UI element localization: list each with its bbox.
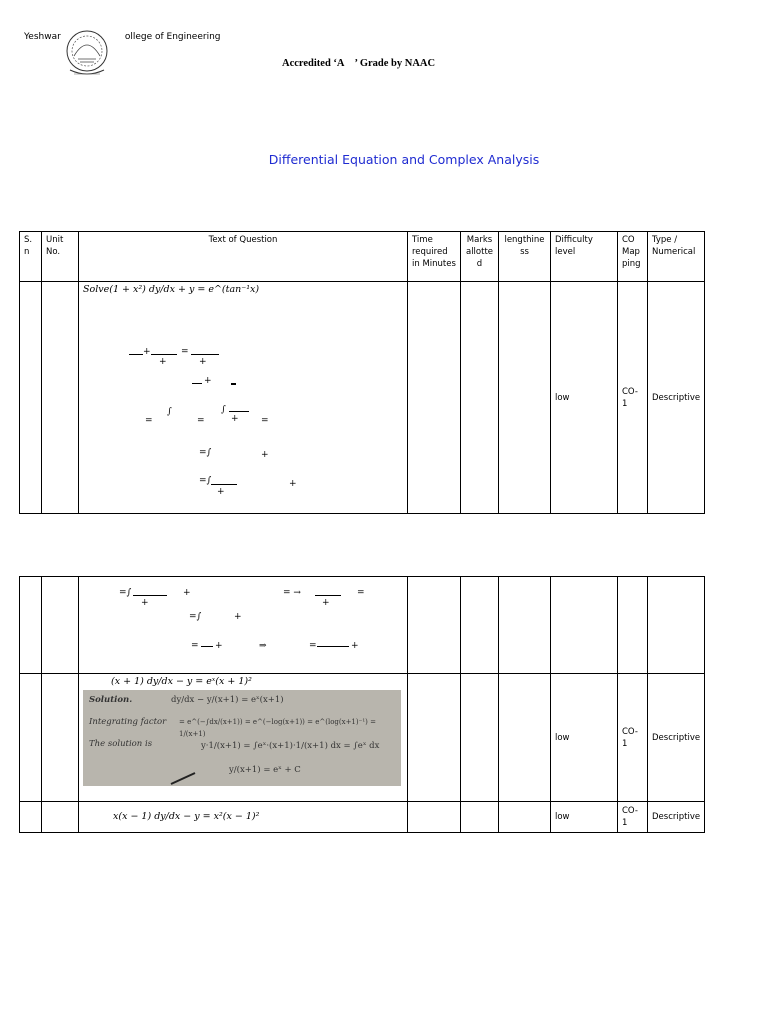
question-table	[19, 231, 705, 514]
cell-question: Solve(1 + x²) dy/dx + y = e^(tan⁻¹x) + + = + + = ∫ = ∫ + = =∫ + =∫ + +	[79, 282, 408, 514]
accreditation-line	[282, 58, 435, 69]
college-name-part2: ollege of Engineering	[124, 32, 221, 42]
cell-length	[499, 282, 551, 514]
table-row	[20, 674, 705, 802]
cell-marks	[461, 577, 499, 674]
college-name-part1: Yeshwar	[24, 32, 61, 42]
header-unit: Unit No.	[42, 232, 79, 282]
cell-difficulty	[551, 577, 618, 674]
photo-solution-label: Solution.	[89, 695, 133, 705]
cell-type	[648, 577, 705, 674]
cell-length	[499, 577, 551, 674]
cell-question: =∫ + + = → + = =∫ + = + ⇒ = +	[79, 577, 408, 674]
cell-length	[499, 674, 551, 802]
header-question: Text of Question	[79, 232, 408, 282]
cell-marks	[461, 802, 499, 833]
table-row	[20, 577, 705, 674]
cell-question	[79, 674, 408, 802]
cell-type: Descriptive	[648, 802, 705, 833]
photo-if-label: Integrating factor	[89, 717, 167, 727]
header-length: lengthine ss	[499, 232, 551, 282]
photo-solution-expression: y·1/(x+1) = ∫eˣ·(x+1)·1/(x+1) dx = ∫eˣ dx	[201, 741, 380, 751]
header-marks: Marks allotte d	[461, 232, 499, 282]
solution-photo	[83, 690, 401, 786]
table-row	[20, 282, 705, 514]
cell-question	[79, 802, 408, 833]
cell-unit	[42, 802, 79, 833]
cell-difficulty: low	[551, 674, 618, 802]
cell-length	[499, 802, 551, 833]
table-header-row	[20, 232, 705, 282]
cell-time	[408, 282, 461, 514]
cell-co: CO-1	[618, 674, 648, 802]
cell-marks	[461, 282, 499, 514]
photo-equation: dy/dx − y/(x+1) = eˣ(x+1)	[171, 695, 284, 705]
header-difficulty: Difficulty level	[551, 232, 618, 282]
accreditation-part1: Accredited ‘A	[282, 58, 345, 69]
question-text: Solve(1 + x²) dy/dx + y = e^(tan⁻¹x)	[83, 284, 260, 295]
photo-if-expression: = e^(−∫dx/(x+1)) = e^(−log(x+1)) = e^(log(x+1)⁻¹) = 1/(x+1)	[179, 718, 376, 738]
header-type: Type / Numerical	[648, 232, 705, 282]
photo-final-answer: y/(x+1) = eˣ + C	[229, 765, 301, 775]
cell-time	[408, 674, 461, 802]
accreditation-part2: ’ Grade by NAAC	[354, 58, 436, 69]
header-time: Time required in Minutes	[408, 232, 461, 282]
question-table-continued	[19, 576, 705, 833]
document-title: Differential Equation and Complex Analysis	[268, 152, 540, 167]
cell-difficulty: low	[551, 282, 618, 514]
question-text: (x + 1) dy/dx − y = eˣ(x + 1)²	[111, 676, 252, 687]
cell-time	[408, 802, 461, 833]
cell-type: Descriptive	[648, 674, 705, 802]
college-name	[24, 32, 221, 42]
header-co: CO Map ping	[618, 232, 648, 282]
cell-co	[618, 577, 648, 674]
cell-type: Descriptive	[648, 282, 705, 514]
cell-unit	[42, 674, 79, 802]
cell-difficulty: low	[551, 802, 618, 833]
cell-unit	[42, 282, 79, 514]
header-sn: S. n	[20, 232, 42, 282]
cell-sn	[20, 577, 42, 674]
question-text: x(x − 1) dy/dx − y = x²(x − 1)²	[113, 811, 260, 822]
cell-sn	[20, 674, 42, 802]
cell-sn	[20, 802, 42, 833]
cell-co: CO-1	[618, 802, 648, 833]
cell-unit	[42, 577, 79, 674]
table-row	[20, 802, 705, 833]
photo-solution-is-label: The solution is	[89, 739, 153, 749]
cell-sn	[20, 282, 42, 514]
cell-co: CO-1	[618, 282, 648, 514]
cell-marks	[461, 674, 499, 802]
pen-mark	[169, 770, 199, 786]
cell-time	[408, 577, 461, 674]
college-logo	[62, 26, 112, 82]
